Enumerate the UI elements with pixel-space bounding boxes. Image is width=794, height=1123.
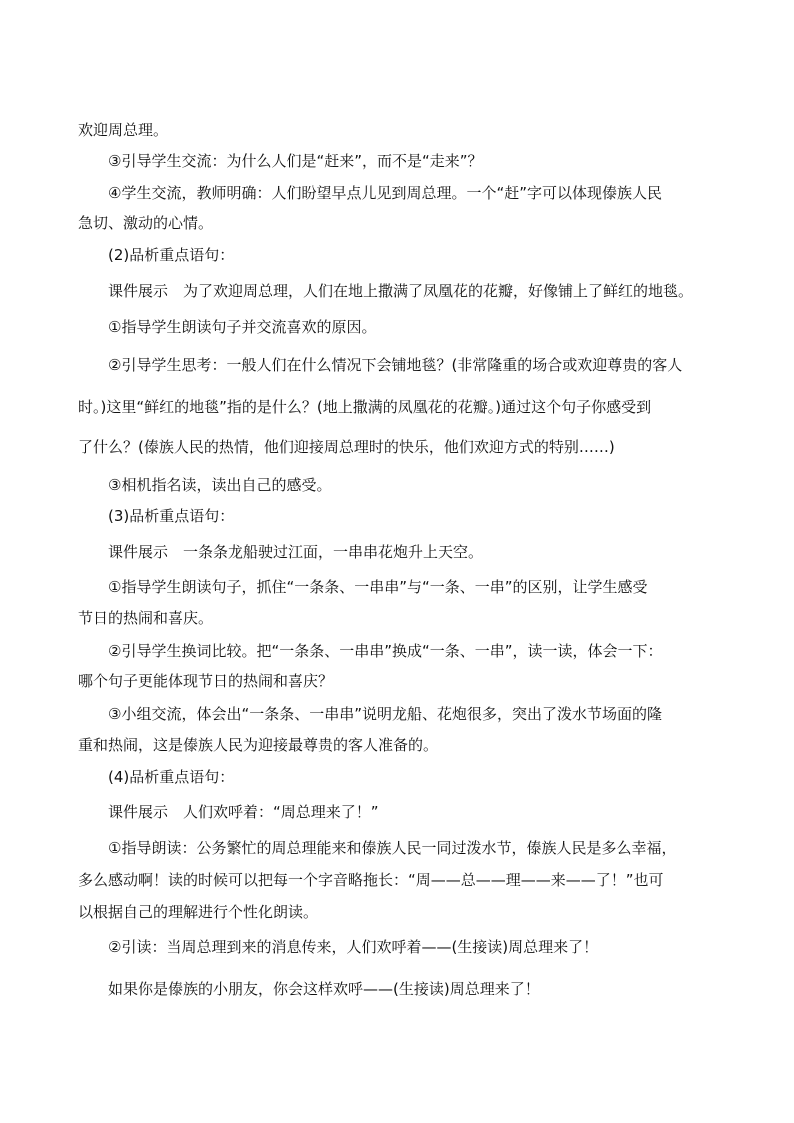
text-line-25: ②引读：当周总理到来的消息传来，人们欢呼着——(生接读)周总理来了！ (108, 938, 599, 956)
text-line-18: ③小组交流，体会出“一条条、一串串”说明龙船、花炮很多，突出了泼水节场面的隆 (108, 705, 662, 723)
text-line-21: 课件展示 人们欢呼着：“周总理来了！” (108, 803, 379, 821)
text-line-13: 课件展示 一条条龙船驶过江面，一串串花炮升上天空。 (108, 543, 484, 561)
text-line-15: 节日的热闹和喜庆。 (78, 609, 214, 627)
text-line-23: 多么感动啊！读的时候可以把每一个字音略拖长：“周——总——理——来——了！”也可 (78, 871, 664, 889)
text-line-16: ②引导学生换词比较。把“一条条、一串串”换成“一条、一串”，读一读，体会一下： (108, 642, 663, 660)
text-line-5: (2)品析重点语句： (108, 246, 235, 264)
text-line-12: (3)品析重点语句： (108, 507, 235, 525)
text-line-14: ①指导学生朗读句子，抓住“一条条、一串串”与“一条、一串”的区别，让学生感受 (108, 578, 648, 596)
text-line-10: 了什么？(傣族人民的热情，他们迎接周总理时的快乐，他们欢迎方式的特别……) (78, 438, 615, 456)
text-line-22: ①指导朗读：公务繁忙的周总理能来和傣族人民一同过泼水节，傣族人民是多么幸福， (108, 839, 677, 857)
text-line-7: ①指导学生朗读句子并交流喜欢的原因。 (108, 318, 377, 336)
text-line-26: 如果你是傣族的小朋友，你会这样欢呼——(生接读)周总理来了！ (108, 980, 540, 998)
text-line-20: (4)品析重点语句： (108, 768, 235, 786)
text-line-6: 课件展示 为了欢迎周总理，人们在地上撒满了凤凰花的花瓣，好像铺上了鲜红的地毯。 (108, 282, 694, 300)
text-line-4: 急切、激动的心情。 (78, 214, 214, 232)
text-line-2: ③引导学生交流：为什么人们是“赶来”，而不是“走来”？ (108, 152, 483, 170)
text-line-11: ③相机指名读，读出自己的感受。 (108, 476, 332, 494)
text-line-17: 哪个句子更能体现节日的热闹和喜庆？ (78, 672, 334, 690)
text-line-1: 欢迎周总理。 (78, 121, 169, 139)
text-line-3: ④学生交流，教师明确：人们盼望早点儿见到周总理。一个“赶”字可以体现傣族人民 (108, 184, 662, 202)
text-line-9: 时。)这里“鲜红的地毯”指的是什么？(地上撒满的凤凰花的花瓣。)通过这个句子你感受到 (78, 398, 652, 416)
text-line-19: 重和热闹，这是傣族人民为迎接最尊贵的客人准备的。 (78, 736, 439, 754)
text-line-8: ②引导学生思考：一般人们在什么情况下会铺地毯？(非常隆重的场合或欢迎尊贵的客人 (108, 356, 683, 374)
text-line-24: 以根据自己的理解进行个性化朗读。 (78, 903, 319, 921)
